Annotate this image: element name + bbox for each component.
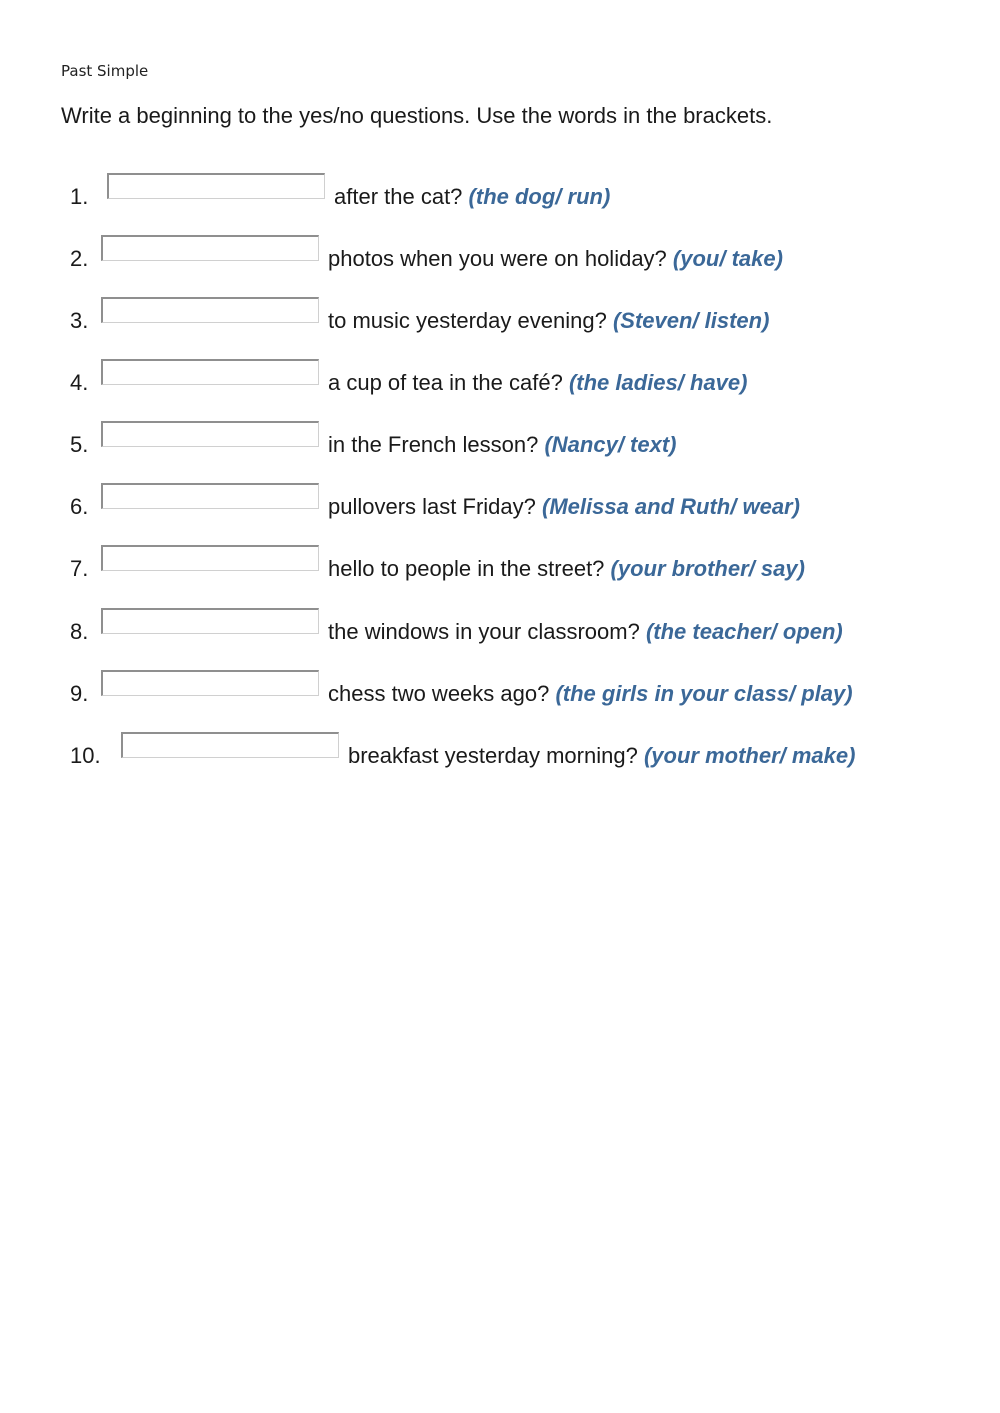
- question-text: [328, 246, 783, 272]
- question-text: [328, 619, 843, 645]
- question-number: 1.: [70, 184, 89, 209]
- question-number: 4.: [70, 370, 89, 395]
- question-hint: (the ladies/ have): [568, 370, 748, 395]
- answer-input-8[interactable]: [101, 608, 319, 634]
- answer-input-7[interactable]: [101, 545, 319, 571]
- question-number: 5.: [70, 432, 89, 457]
- question-hint: (your brother/ say): [610, 556, 805, 581]
- answer-input-4[interactable]: [101, 359, 319, 385]
- question-text: [328, 370, 747, 396]
- question-body: the windows in your classroom?: [328, 619, 640, 644]
- question-hint: (Steven/ listen): [612, 308, 770, 333]
- instructions: Write a beginning to the yes/no questions. Use the words in the brackets.: [61, 103, 773, 128]
- question-body: in the French lesson?: [328, 432, 539, 457]
- question-body: pullovers last Friday?: [328, 494, 536, 519]
- question-hint: (you/ take): [672, 246, 783, 271]
- question-body: hello to people in the street?: [328, 556, 605, 581]
- question-hint: (the girls in your class/ play): [555, 681, 853, 706]
- question-hint: (the teacher/ open): [645, 619, 843, 644]
- question-number: 2.: [70, 246, 89, 271]
- question-text: [328, 556, 805, 582]
- question-body: chess two weeks ago?: [328, 681, 550, 706]
- question-hint: (your mother/ make): [643, 743, 856, 768]
- answer-input-6[interactable]: [101, 483, 319, 509]
- answer-input-10[interactable]: [121, 732, 339, 758]
- question-text: [328, 494, 800, 520]
- question-body: after the cat?: [334, 184, 463, 209]
- question-number: 3.: [70, 308, 89, 333]
- question-text: [328, 681, 853, 707]
- question-text: [328, 432, 677, 458]
- question-text: [328, 308, 769, 334]
- question-number: 7.: [70, 556, 89, 581]
- answer-input-2[interactable]: [101, 235, 319, 261]
- question-body: to music yesterday evening?: [328, 308, 607, 333]
- question-hint: (the dog/ run): [468, 184, 611, 209]
- question-text: [348, 743, 855, 769]
- question-number: 6.: [70, 494, 89, 519]
- question-number: 8.: [70, 619, 89, 644]
- question-body: a cup of tea in the café?: [328, 370, 563, 395]
- question-number: 9.: [70, 681, 89, 706]
- answer-input-9[interactable]: [101, 670, 319, 696]
- answer-input-3[interactable]: [101, 297, 319, 323]
- question-body: breakfast yesterday morning?: [348, 743, 638, 768]
- question-hint: (Nancy/ text): [544, 432, 677, 457]
- question-number: 10.: [70, 743, 101, 768]
- question-body: photos when you were on holiday?: [328, 246, 667, 271]
- question-hint: (Melissa and Ruth/ wear): [542, 494, 800, 519]
- worksheet-title: Past Simple: [61, 62, 149, 80]
- answer-input-1[interactable]: [107, 173, 325, 199]
- answer-input-5[interactable]: [101, 421, 319, 447]
- question-text: [334, 184, 610, 210]
